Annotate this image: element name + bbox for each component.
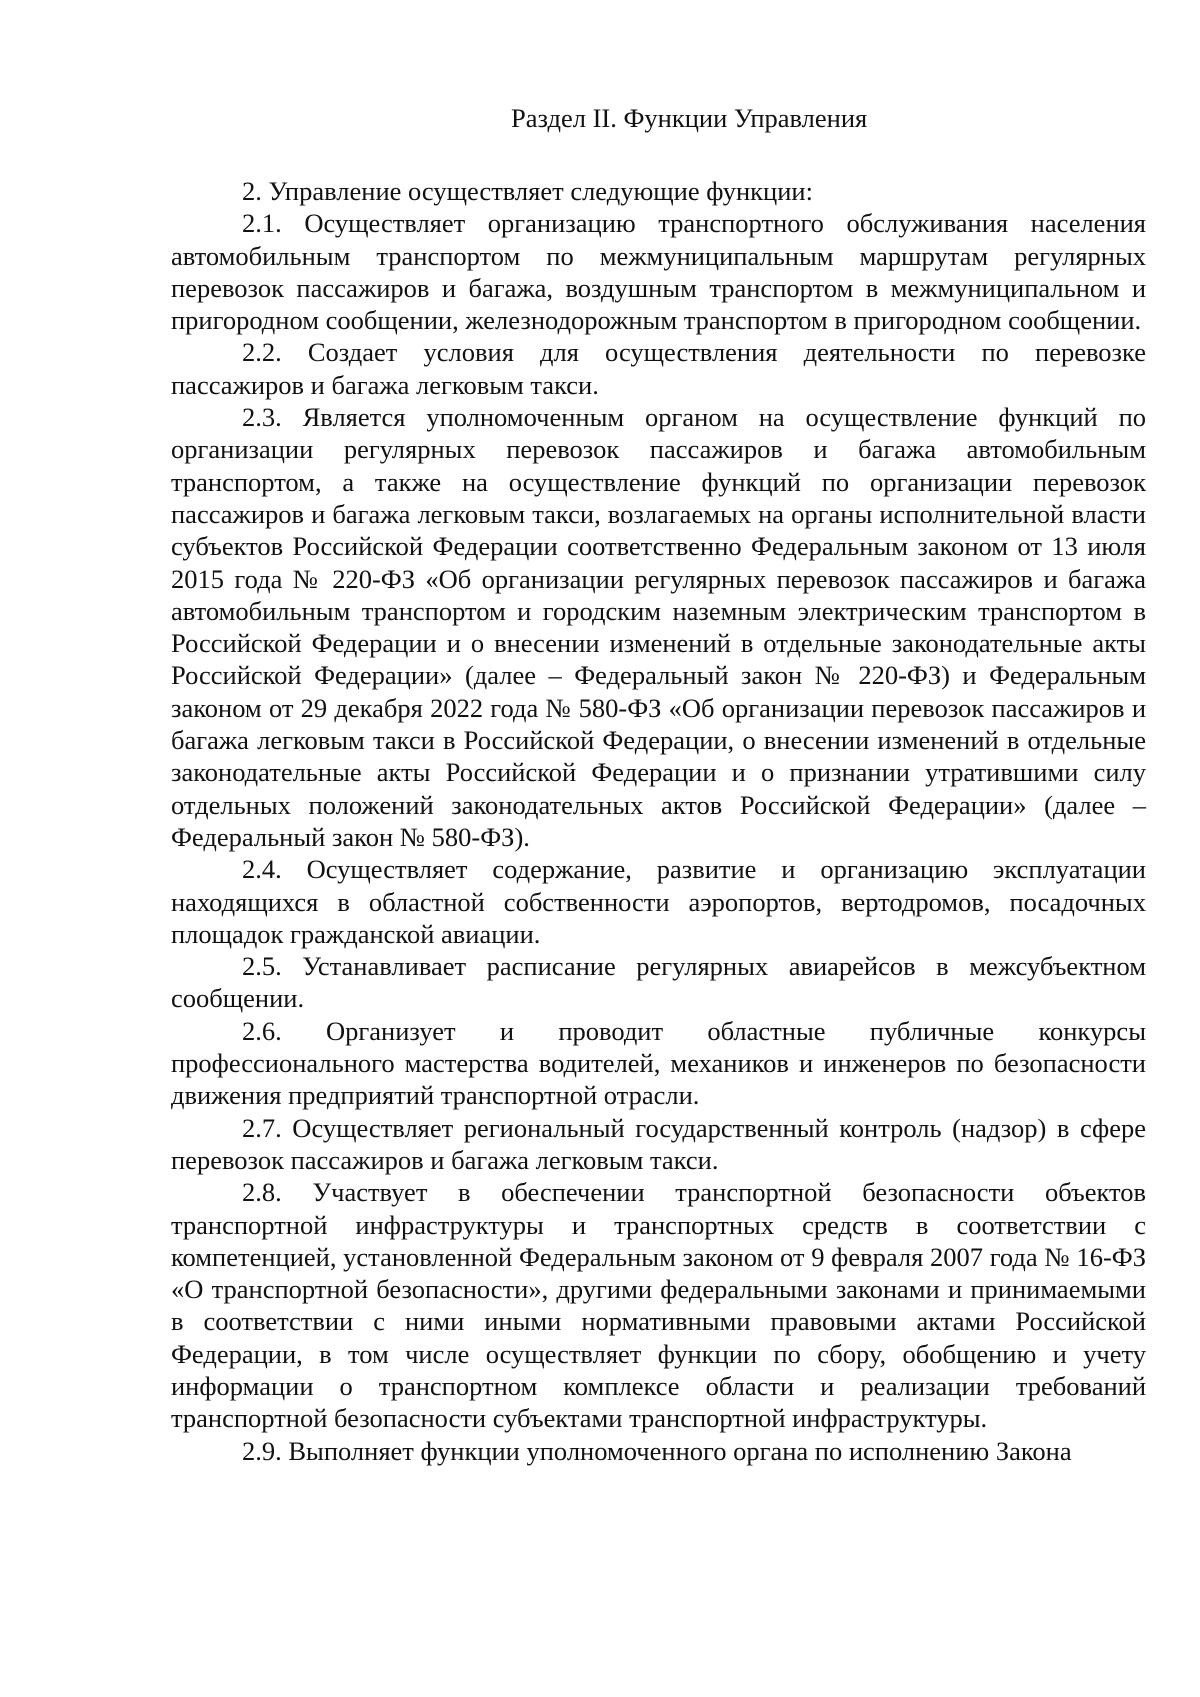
paragraph-2-5: 2.5. Устанавливает расписание регулярных авиарейсов в межсубъектном сообщении. (171, 951, 1146, 1014)
paragraph-2-6: 2.6. Организует и проводит областные публичные конкурсы профессионального мастерства водителей, механиков и инженеров по безопасности движения предприятий транспортной отрасли. (171, 1015, 1146, 1111)
paragraph-2-7: 2.7. Осуществляет региональный государственный контроль (надзор) в сфере перевозок пассажиров и багажа легковым такси. (171, 1112, 1146, 1175)
paragraph-2-3: 2.3. Является уполномоченным органом на осуществление функций по организации регулярных перевозок пассажиров и багажа автомобильным транспортом, а также на осуществление функций по организации перевозок пассажиров и багажа легковым такси, возлагаемых на органы исполнительной власти субъектов Российской Федерации соответственно Федеральным законом от 13 июля 2015 года № 220-ФЗ «Об организации регулярных перевозок пассажиров и багажа автомобильным транспортом и городским наземным электрическим транспортом в Российской Федерации и о внесении изменений в отдельные законодательные акты Российской Федерации» (далее – Федеральный закон № 220-ФЗ) и Федеральным законом от 29 декабря 2022 года № 580-ФЗ «Об организации перевозок пассажиров и багажа легковым такси в Российской Федерации, о внесении изменений в отдельные законодательные акты Российской Федерации и о признании утратившими силу отдельных положений законодательных актов Российской Федерации» (далее – Федеральный закон № 580-ФЗ). (171, 402, 1146, 852)
paragraph-2-8: 2.8. Участвует в обеспечении транспортной безопасности объектов транспортной инфраструктуры и транспортных средств в соответствии с компетенцией, установленной Федеральным законом от 9 февраля 2007 года № 16-ФЗ «О транспортной безопасности», другими федеральными законами и принимаемыми в соответствии с ними иными нормативными правовыми актами Российской Федерации, в том числе осуществляет функции по сбору, обобщению и учету информации о транспортном комплексе области и реализации требований транспортной безопасности субъектами транспортной инфраструктуры. (171, 1177, 1146, 1434)
section-title: Раздел II. Функции Управления (511, 103, 868, 133)
document-body (171, 102, 1146, 1467)
paragraph-2-1: 2.1. Осуществляет организацию транспортного обслуживания населения автомобильным транспортом по межмуниципальным маршрутам регулярных перевозок пассажиров и багажа, воздушным транспортом в межмуниципальном и пригородном сообщении, железнодорожным транспортом в пригородном сообщении. (171, 208, 1146, 336)
paragraph-2-2: 2.2. Создает условия для осуществления деятельности по перевозке пассажиров и багажа легковым такси. (171, 337, 1146, 400)
paragraph-2: 2. Управление осуществляет следующие функции: (242, 176, 813, 206)
paragraph-2-4: 2.4. Осуществляет содержание, развитие и организацию эксплуатации находящихся в областной собственности аэропортов, вертодромов, посадочных площадок гражданской авиации. (171, 854, 1146, 949)
paragraph-2-9: 2.9. Выполняет функции уполномоченного органа по исполнению Закона (242, 1435, 1072, 1466)
